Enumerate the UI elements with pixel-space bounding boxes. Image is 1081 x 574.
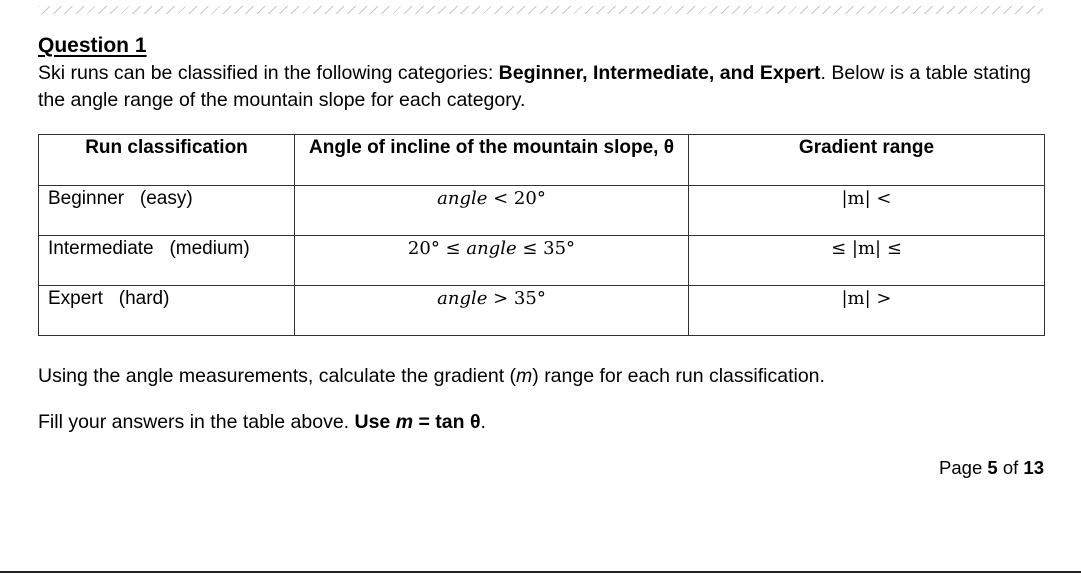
page-label: Page [939, 457, 988, 478]
page-of: of [997, 457, 1024, 478]
question-intro [38, 60, 1043, 114]
cell-classification-intermediate: Intermediate (medium) [39, 236, 295, 286]
angle-variable: angle [437, 188, 488, 209]
intro-text-start: Ski runs can be classified in the following categories: [38, 62, 499, 84]
angle-variable: angle [437, 288, 488, 309]
bottom-rule [0, 571, 1081, 573]
cell-angle-intermediate [295, 236, 689, 286]
table-row-expert [39, 286, 1045, 336]
instruction-calculate [38, 364, 825, 388]
table-row-intermediate [39, 236, 1045, 286]
instruction-period: . [480, 411, 486, 433]
header-gradient-range: Gradient range [689, 135, 1045, 186]
cell-gradient-intermediate[interactable]: ≤ |m| ≤ [689, 236, 1045, 286]
formula-hint [355, 411, 481, 433]
intro-text-end: . Below is a table stating the angle range of the mountain slope for each category. [38, 62, 1031, 111]
cell-gradient-beginner[interactable]: |m| < [689, 186, 1045, 236]
page-number [939, 456, 1044, 480]
question-title: Question 1 [38, 34, 147, 57]
intro-categories: Beginner, Intermediate, and Expert [498, 62, 821, 84]
angle-suffix: < 20° [487, 188, 546, 209]
angle-suffix: > 35° [487, 288, 546, 309]
instruction-text: Using the angle measurements, calculate the gradient ( [38, 365, 517, 387]
formula-variable: m [395, 411, 414, 433]
page-total: 13 [1023, 457, 1044, 478]
cell-angle-beginner [295, 186, 689, 236]
cell-angle-expert [295, 286, 689, 336]
instruction-text: Fill your answers in the table above. [38, 411, 355, 433]
instruction-fill-answers [38, 410, 486, 434]
gradient-variable: m [516, 365, 533, 387]
ski-run-table [38, 134, 1045, 336]
instruction-text: ) range for each run classification. [532, 365, 825, 387]
cell-classification-expert: Expert (hard) [39, 286, 295, 336]
page-current: 5 [987, 457, 998, 478]
formula-use: Use [354, 411, 396, 433]
table-row-beginner [39, 186, 1045, 236]
angle-variable: angle [466, 238, 517, 259]
angle-suffix: ≤ 35° [516, 238, 576, 259]
top-dotted-rule [38, 6, 1043, 14]
cell-gradient-expert[interactable]: |m| > [689, 286, 1045, 336]
table-header-row [39, 135, 1045, 186]
angle-prefix: 20° ≤ [407, 238, 467, 259]
header-angle-of-incline: Angle of incline of the mountain slope, θ [295, 135, 689, 186]
header-run-classification: Run classification [39, 135, 295, 186]
cell-classification-beginner: Beginner (easy) [39, 186, 295, 236]
formula-tan: = tan θ [413, 411, 481, 433]
